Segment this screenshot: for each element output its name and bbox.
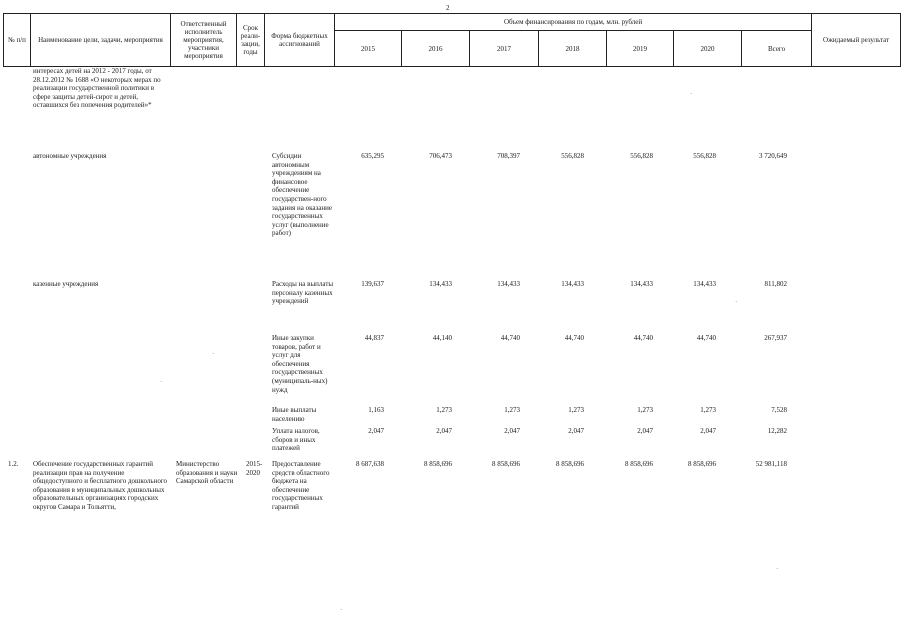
row-term: 2015-2020 bbox=[246, 460, 263, 477]
row-total: 7,528 bbox=[771, 406, 787, 414]
row-value: 2,047 bbox=[700, 427, 716, 435]
header-name: Наименование цели, задачи, мероприятия bbox=[31, 14, 171, 67]
header-funding: Объем финансирования по годам, млн. рублей bbox=[335, 14, 812, 31]
row-value: 44,140 bbox=[432, 334, 452, 342]
row-value: 2,047 bbox=[568, 427, 584, 435]
page-number: 2 bbox=[446, 4, 450, 12]
row-value: 44,740 bbox=[696, 334, 716, 342]
header-total: Всего bbox=[742, 31, 812, 67]
row-responsible: Министерство образования и науки Самарской области bbox=[176, 460, 238, 486]
row-value: 134,433 bbox=[561, 280, 584, 288]
row-total: 52 981,118 bbox=[755, 460, 787, 468]
continued-text: интересах детей на 2012 - 2017 годы, от 28.12.2012 № 1688 «О некоторых мерах по реализации государственной политики в сфере защиты детей-сирот и детей, оставшихся без попечения родителей»* bbox=[33, 67, 161, 110]
row-value: 708,397 bbox=[497, 152, 520, 160]
row-value: 8 858,696 bbox=[556, 460, 584, 468]
header-year: 2020 bbox=[674, 31, 742, 67]
row-value: 1,163 bbox=[368, 406, 384, 414]
header-year: 2017 bbox=[470, 31, 539, 67]
scan-speck: · bbox=[212, 350, 215, 358]
row-value: 44,740 bbox=[500, 334, 520, 342]
row-form: Субсидии автономным учреждениям на финансовое обеспечение государствен-ного задания на оказание государственных услуг (выполнение работ) bbox=[272, 152, 332, 238]
header-year: 2015 bbox=[335, 31, 402, 67]
row-total: 267,937 bbox=[764, 334, 787, 342]
row-form: Расходы на выплаты персоналу казенных учреждений bbox=[272, 280, 334, 306]
header-year: 2018 bbox=[539, 31, 607, 67]
scan-speck: · bbox=[160, 378, 163, 386]
row-value: 44,740 bbox=[564, 334, 584, 342]
row-form: Предоставление средств областного бюджета на обеспечение государственных гарантий bbox=[272, 460, 330, 511]
row-value: 1,273 bbox=[568, 406, 584, 414]
scan-speck: · bbox=[690, 90, 693, 98]
header-responsible: Ответственный исполнитель мероприятия, участники мероприятия bbox=[171, 14, 237, 67]
row-value: 2,047 bbox=[504, 427, 520, 435]
row-value: 134,433 bbox=[497, 280, 520, 288]
row-value: 1,273 bbox=[700, 406, 716, 414]
row-number: 1.2. bbox=[8, 460, 19, 468]
row-value: 706,473 bbox=[429, 152, 452, 160]
row-value: 8 858,696 bbox=[625, 460, 653, 468]
row-form: Иные выплаты населению bbox=[272, 406, 317, 423]
row-value: 8 858,696 bbox=[424, 460, 452, 468]
row-name: автономные учреждения bbox=[33, 152, 107, 160]
row-value: 556,828 bbox=[693, 152, 716, 160]
row-form: Уплата налогов, сборов и иных платежей bbox=[272, 427, 320, 453]
row-total: 3 720,649 bbox=[759, 152, 787, 160]
row-form: Иные закупки товаров, работ и услуг для обеспечения государственных (муниципаль-ных) нужд bbox=[272, 334, 328, 394]
row-value: 134,433 bbox=[429, 280, 452, 288]
scan-speck: · bbox=[340, 606, 343, 614]
row-value: 556,828 bbox=[561, 152, 584, 160]
row-value: 2,047 bbox=[368, 427, 384, 435]
row-value: 44,837 bbox=[364, 334, 384, 342]
header-year: 2016 bbox=[402, 31, 470, 67]
row-value: 44,740 bbox=[633, 334, 653, 342]
row-value: 8 687,638 bbox=[356, 460, 384, 468]
row-value: 8 858,696 bbox=[492, 460, 520, 468]
row-name: казенные учреждения bbox=[33, 280, 99, 288]
table-header bbox=[3, 13, 901, 67]
header-no: № п/п bbox=[4, 14, 31, 67]
header-term: Срок реали-зации, годы bbox=[237, 14, 265, 67]
row-total: 811,802 bbox=[764, 280, 787, 288]
header-form: Форма бюджетных ассигнований bbox=[265, 14, 335, 67]
row-value: 134,433 bbox=[693, 280, 716, 288]
row-value: 2,047 bbox=[637, 427, 653, 435]
row-value: 8 858,696 bbox=[688, 460, 716, 468]
row-value: 134,433 bbox=[630, 280, 653, 288]
row-name: Обеспечение государственных гарантий реализации прав на получение общедоступного и бесплатного дошкольного образования в муниципальных дошкольных образовательных организациях городских округов Самара и Тольятти, bbox=[33, 460, 168, 511]
scan-speck: · bbox=[735, 298, 738, 306]
header-result: Ожидаемый результат bbox=[812, 14, 901, 67]
row-value: 556,828 bbox=[630, 152, 653, 160]
scan-speck: · bbox=[776, 565, 779, 573]
row-value: 635,295 bbox=[361, 152, 384, 160]
row-value: 1,273 bbox=[504, 406, 520, 414]
row-total: 12,282 bbox=[767, 427, 787, 435]
row-value: 2,047 bbox=[436, 427, 452, 435]
row-value: 139,637 bbox=[361, 280, 384, 288]
row-value: 1,273 bbox=[637, 406, 653, 414]
row-value: 1,273 bbox=[436, 406, 452, 414]
header-year: 2019 bbox=[607, 31, 674, 67]
